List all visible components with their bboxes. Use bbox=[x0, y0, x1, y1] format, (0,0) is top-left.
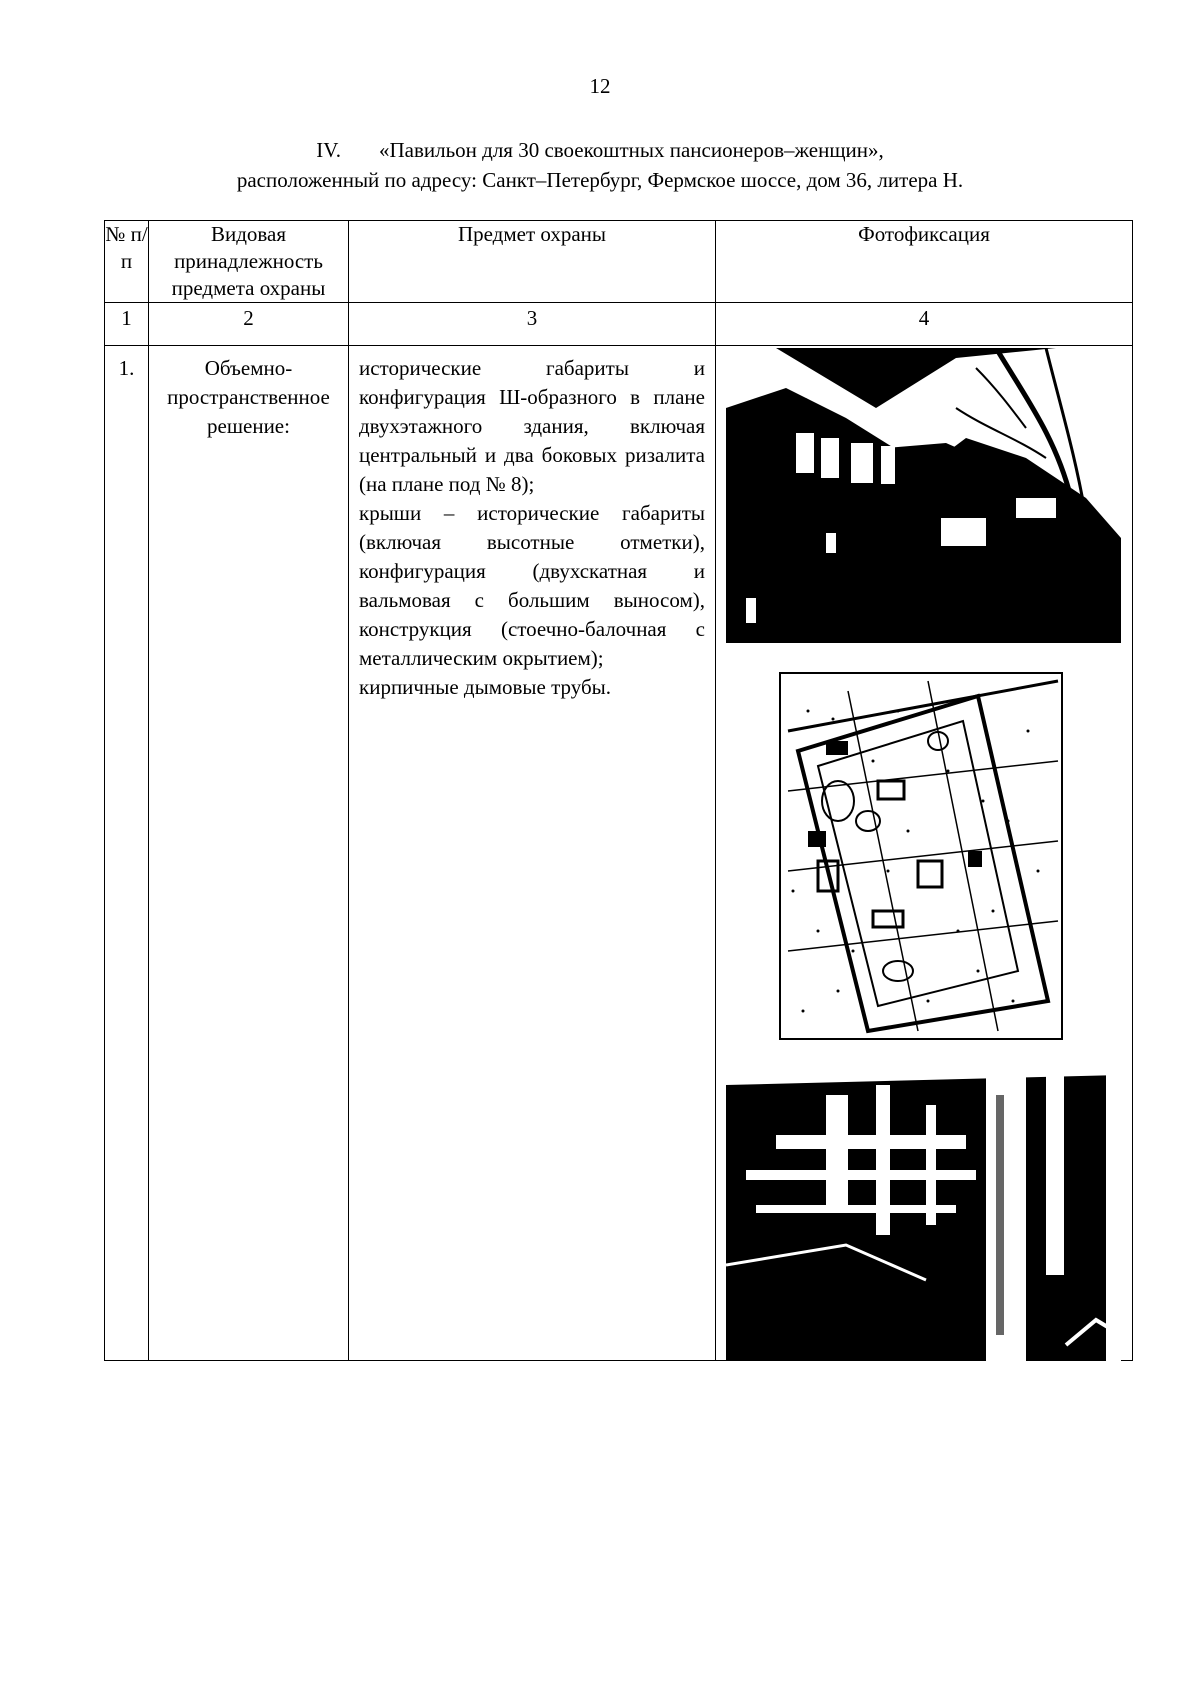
header-kind: Видовая принадлежность предмета охраны bbox=[149, 221, 349, 303]
row-kind: Объемно-пространственное решение: bbox=[149, 346, 349, 1361]
table-row bbox=[105, 346, 1133, 1361]
header-num: № п/п bbox=[105, 221, 149, 303]
column-number: 4 bbox=[716, 303, 1133, 346]
subject-paragraph: исторические габариты и конфигурация Ш-образного в плане двухэтажного здания, включая центральный и два боковых ризалита (на плане под № 8); bbox=[359, 356, 705, 496]
header-subject: Предмет охраны bbox=[349, 221, 716, 303]
section-roman-numeral: IV. bbox=[316, 138, 341, 162]
heading-title-line bbox=[0, 135, 1200, 165]
table-header-row bbox=[105, 221, 1133, 303]
row-subject bbox=[349, 346, 716, 1361]
subject-paragraph: кирпичные дымовые трубы. bbox=[359, 675, 611, 699]
object-title: «Павильон для 30 своекоштных пансионеров–женщин», bbox=[378, 138, 884, 162]
page-number: 12 bbox=[589, 74, 611, 98]
header-photo: Фотофиксация bbox=[716, 221, 1133, 303]
column-number: 1 bbox=[105, 303, 149, 346]
site-plan-map bbox=[778, 671, 1064, 1041]
section-heading bbox=[0, 135, 1200, 195]
row-number: 1. bbox=[105, 346, 149, 1361]
building-facade-photo bbox=[726, 348, 1121, 643]
roof-structure-photo bbox=[726, 1065, 1121, 1361]
protection-table bbox=[104, 220, 1133, 1361]
subject-paragraph: крыши – исторические габариты (включая высотные отметки), конфигурация (двухскатная и вальмовая с большим выносом), конструкция (стоечно-балочная с металлическим окрытием); bbox=[359, 501, 705, 670]
column-number-row bbox=[105, 303, 1133, 346]
column-number: 2 bbox=[149, 303, 349, 346]
row-photos bbox=[716, 346, 1133, 1361]
object-address: расположенный по адресу: Санкт–Петербург, Фермское шоссе, дом 36, литера Н. bbox=[236, 168, 964, 192]
column-number: 3 bbox=[349, 303, 716, 346]
